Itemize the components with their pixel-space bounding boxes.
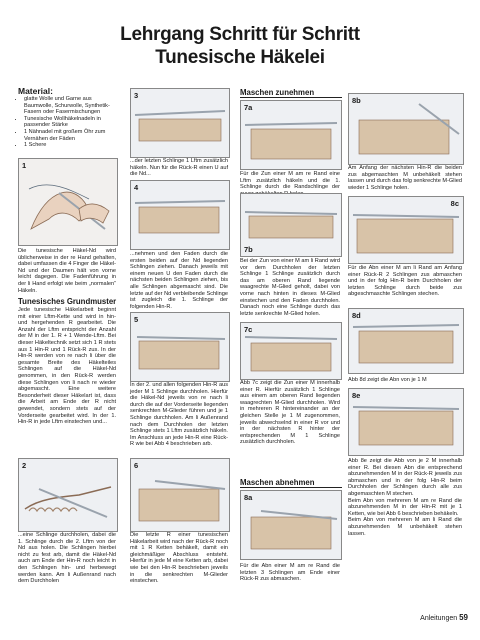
heading-abnehmen: Maschen abnehmen <box>240 478 315 487</box>
text-block-2: ...eine Schlinge durchholen, dabei die 1. Schlinge durch die 2. Lftm von der Nd aus holen. Die Schlingen hierbei nicht zu fest arb, damit die Häkel-Nd auch am Ende der Hin-R noch leicht in den Schlingen hin- und herbewegt werden kann. Am li Außenrand nach dem Durchholen <box>18 532 116 585</box>
figure-label: 8d <box>352 311 361 320</box>
figure-8a <box>240 490 342 560</box>
material-item: • Tunesische Wollhäkelnadeln in passender Stärke <box>24 116 116 129</box>
loops-on-needle-illustration <box>131 89 229 157</box>
figure-4 <box>130 180 230 250</box>
increase-right-edge-illustration <box>241 101 341 169</box>
figure-8d <box>348 308 464 374</box>
page-number: 59 <box>459 613 468 622</box>
heading-grundmuster: Tunesisches Grundmuster <box>18 297 117 306</box>
material-item: • glatte Wolle und Garne aus Baumwolle, Schurwolle, Synthetik-Fasern oder Fasermischungen <box>24 96 116 116</box>
second-row-illustration <box>131 313 229 381</box>
text-block-7c: Abb 7c zeigt die Zun einer M innerhalb einer R. Hierfür zusätzlich 1 Schlinge aus einem am oberen Rand liegenden waagrechten M-Glied durchholen. Wird in mehreren R hintereinander an der gleichen Stelle je 1 M zugenommen, jeweils abwechselnd in einer R vor und in der nächsten R hinter der entsprechenden M 1 Schlinge zusätzlich durchholen. <box>240 380 340 446</box>
figure-label: 5 <box>134 315 139 324</box>
increase-left-edge-illustration <box>241 194 341 256</box>
figure-5 <box>130 312 230 382</box>
divider <box>240 487 342 488</box>
hand-holding-needle-illustration <box>19 159 117 245</box>
increase-within-row-illustration <box>241 323 341 379</box>
page-title-line1: Lehrgang Schritt für Schritt <box>120 24 360 45</box>
figure-label: 2 <box>22 461 27 470</box>
figure-7b <box>240 193 342 257</box>
text-block-8c: Für die Abn einer M am li Rand am Anfang einer Rück-R 2 Schlingen zus abmaschen und in der folg Hin-R beim Durchholen der letzten Schlinge durch beide zus abgeschmaschte Schlingen stechen. <box>348 265 462 298</box>
figure-label: 7b <box>244 245 253 254</box>
divider <box>240 97 342 98</box>
return-row-illustration <box>131 181 229 249</box>
figure-label: 7c <box>244 325 253 334</box>
figure-label: 1 <box>22 161 27 170</box>
figure-8e <box>348 388 464 456</box>
figure-label: 6 <box>134 461 139 470</box>
figure-label: 8b <box>352 96 361 105</box>
page-title-line2: Tunesische Häkelei <box>155 47 325 68</box>
decrease-left-edge-illustration <box>349 197 463 263</box>
material-box <box>18 86 116 149</box>
figure-8b <box>348 93 464 165</box>
figure-8c <box>348 196 464 264</box>
figure-1 <box>18 158 118 246</box>
decrease-right-edge-illustration <box>241 491 341 559</box>
figure-label: 8c <box>450 199 459 208</box>
text-block-8d: Abb 8d zeigt die Abn von je 1 M <box>348 377 427 383</box>
figure-label: 8a <box>244 493 253 502</box>
text-block-8a: Für die Abn einer M am re Rand die letzten 3 Schlingen am Ende einer Rück-R zus abmaschen. <box>240 563 340 583</box>
figure-2 <box>18 458 118 532</box>
text-block-1: Die tunesische Häkel-Nd wird üblicherweise in der re Hand gehalten, dabei umfassen die 4 Finger die Häkel-Nd und der Daumen hält von vorne leicht dagegen. Die Fadenführung in der li Hand erfolgt wie beim „normalen“ Häkeln. <box>18 248 116 294</box>
material-item: • 1 Schere <box>24 142 116 149</box>
footer-label: Anleitungen <box>420 615 458 622</box>
material-heading: Material: <box>18 86 53 96</box>
material-item: • 1 Nähnadel mit großem Öhr zum Vernähen der Fäden <box>24 129 116 142</box>
text-block-grundmuster: Jede tunesische Häkelarbeit beginnt mit einer Lftm-Kette und wird in hin- und hergehenden R gearbeitet. Die Anzahl der Lftm entspricht der Anzahl der M in der 1. R + 1 Wende-Lftm. Bei dieser Häkeltechnik setzt sich 1 R stets aus 1 Hin-R und 1 Rück-R zus. In der Hin-R werden von re nach li über die gesamte Breite des Häkelteiles Schlingen auf die Häkel-Nd genommen, in den Rück-R werden diese Schlingen von li nach re wieder abgemascht. Eine weitere Besonderheit dieser Häkelart ist, dass die Arbeit am Ende der R nicht gewendet, sondern stets auf der Vorderseite gearbeitet wird. In der 1. Hin-R in jede Lftm einstechen und... <box>18 307 116 426</box>
decrease-one-stitch-illustration <box>349 309 463 373</box>
chain-bind-off-illustration <box>131 459 229 531</box>
text-block-5: In der 2. und allen folgenden Hin-R aus jeder M 1 Schlinge durchholen. Hierfür die Häkel-Nd jeweils von re nach li durch die auf der Vorderseite liegenden senkrechten M-Glieder führen und je 1 Schlinge durchholen. Am li Außenrand nach dem Durchholen der letzten Schlinge stets 1 Lftm zusätzlich häkeln. Im Anschluss an jede Hin-R eine Rück-R wie bei Abb 4 beschrieben arb. <box>130 382 228 448</box>
figure-label: 8e <box>352 391 361 400</box>
page-footer <box>420 613 468 622</box>
figure-label: 3 <box>134 91 139 100</box>
text-block-7b: Bei der Zun von einer M am li Rand wird vor dem Durchholen der letzten Schlinge 1 Schlinge zusätzlich durch das am oberen Rand liegende waagrechte M-Glied geholt, dabei von vorne nach hinten in dieses M-Glied einstechen und den Faden durchholen. Danach noch eine Schlinge durch das letzte senkrechte M-Glied holen. <box>240 258 340 317</box>
text-block-8e: Abb 8e zeigt die Abb von je 2 M innerhalb einer R. Bei diesen Abn die entsprechend abzunehmenden M in der Rück-R jeweils zus abmaschen und in der folg Hin-R beim Durchholen der Schlingen durch alle zus abgemaschten M stechen. Beim Abn von mehreren M am re Rand die abzunehmenden M in der Hin-R mit je 1 Ketten, wie bei Abb 6 beschrieben behäkeln. Beim Abn von mehreren M am li Rand die abzunehmenden M unbehäkelt stehen lassen. <box>348 458 462 537</box>
chain-loops-illustration <box>19 459 117 531</box>
text-block-7a: Für die Zun einer M am re Rand eine Lftm zusätzlich häkeln und die 1. Schlinge durch die Randschlinge der <box>240 171 340 191</box>
figure-6 <box>130 458 230 532</box>
decrease-two-stitches-illustration <box>349 389 463 455</box>
text-block-4: ...nehmen und den Faden durch die ersten beiden auf der Nd liegenden Schlingen ziehen. Danach jeweils mit einem neuen U den Faden durch die nächsten beiden Schlingen ziehen, bis alle Schlingen abgemascht sind. Die letzte auf der Nd verbleibende Schlinge ist zugleich die 1. Schlinge der folgenden Hin-R. <box>130 251 228 310</box>
figure-label: 7a <box>244 103 253 112</box>
figure-7c <box>240 322 342 380</box>
figure-label: 4 <box>134 183 139 192</box>
text-block-3: ...der letzten Schlinge 1 Lftm zusätzlich häkeln. Nun für die Rück-R einen U auf die Nd... <box>130 158 228 178</box>
figure-7a <box>240 100 342 170</box>
text-block-8b: Am Anfang der nächsten Hin-R die beiden zus abgemaschten M unbehäkelt stehen lassen und durch das folg senkrechte M-Glied wieder 1 Schlinge holen. <box>348 165 462 191</box>
decrease-next-row-illustration <box>349 94 463 164</box>
text-block-6: Die letzte R einer tunesischen Häkelarbeit wird nach der Rück-R noch mit 1 R Ketten behäkelt, damit ein gleichmäßiger Abschluss entsteht. Hierfür in jede M eine Ketten arb, dabei wie bei den Hin-R beschrieben jeweils in die senkrechten M-Glieder einstechen. <box>130 532 228 585</box>
heading-zunehmen: Maschen zunehmen <box>240 88 315 97</box>
figure-3 <box>130 88 230 158</box>
material-list <box>18 96 116 149</box>
